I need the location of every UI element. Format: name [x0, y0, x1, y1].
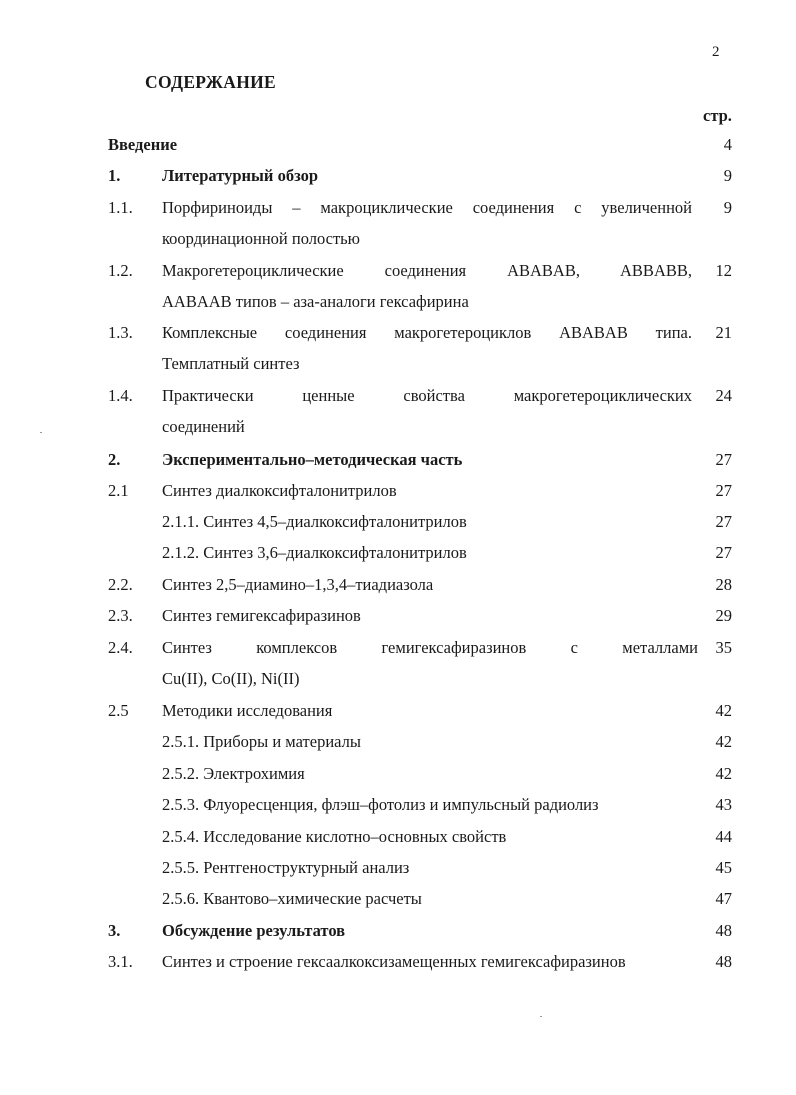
toc-entry-page: 42: [715, 701, 732, 720]
toc-entry-title: Синтез гемигексафиразинов: [162, 606, 361, 625]
toc-entry-2-5-3: [0, 795, 796, 819]
toc-entry-number: 2.1: [108, 481, 129, 500]
toc-entry-1-3: [0, 323, 796, 379]
toc-entry-2-5-1: [0, 732, 796, 756]
toc-entry-1-1: [0, 198, 796, 254]
toc-entry-page: 9: [723, 166, 732, 185]
toc-entry-page: 43: [715, 795, 732, 814]
toc-entry-page: 27: [715, 543, 732, 562]
toc-entry-title: Литературный обзор: [162, 166, 319, 185]
toc-entry-2-5-4: [0, 827, 796, 851]
toc-entry-title: Синтез диалкоксифталонитрилов: [162, 481, 397, 500]
toc-entry-number: 1.4.: [108, 386, 133, 405]
toc-entry-title: 2.5.4. Исследование кислотно–основных свойств: [162, 827, 507, 846]
toc-entry-page: 27: [715, 481, 732, 500]
toc-entry-number: 1.: [108, 166, 121, 185]
toc-entry-2-1: [0, 481, 796, 505]
toc-entry-title: Обсуждение результатов: [162, 921, 346, 940]
toc-entry-2-5-2: [0, 764, 796, 788]
toc-entry-title: Практически ценные свойства макрогетероциклических: [162, 386, 692, 405]
toc-entry-number: 2.4.: [108, 638, 133, 657]
toc-entry-title: Синтез и строение гексаалкоксизамещенных гемигексафиразинов: [162, 952, 626, 971]
scan-speck: [540, 1016, 542, 1017]
toc-entry-number: 2.5: [108, 701, 129, 720]
toc-entry-2-4: [0, 638, 796, 694]
toc-entry-2-5: [0, 701, 796, 725]
toc-entry-number: 1.1.: [108, 198, 133, 217]
scan-speck: [40, 432, 42, 433]
toc-entry-2-3: [0, 606, 796, 630]
toc-entry-title-continued: Темплатный синтез: [162, 354, 300, 373]
toc-entry-title: 2.5.6. Квантово–химические расчеты: [162, 889, 422, 908]
toc-entry-title: 2.5.3. Флуоресценция, флэш–фотолиз и импульсный радиолиз: [162, 795, 599, 814]
toc-entry-2-2: [0, 575, 796, 599]
toc-entry-1-2: [0, 261, 796, 317]
toc-entry-number: 3.: [108, 921, 121, 940]
toc-entry-title: Методики исследования: [162, 701, 333, 720]
toc-entry-title: 2.1.2. Синтез 3,6–диалкоксифталонитрилов: [162, 543, 467, 562]
toc-entry-title: Экспериментально–методическая часть: [162, 450, 463, 469]
toc-entry-2-1-1: [0, 512, 796, 536]
toc-entry-title-continued: AABAAB типов – аза-аналоги гексафирина: [162, 292, 469, 311]
toc-entry-page: 47: [715, 889, 732, 908]
toc-entry-title: 2.5.2. Электрохимия: [162, 764, 305, 783]
page-number: 2: [712, 44, 720, 60]
toc-entry-page: 42: [715, 764, 732, 783]
toc-entry-title-continued: соединений: [162, 417, 245, 436]
toc-entry-title: 2.5.5. Рентгеноструктурный анализ: [162, 858, 410, 877]
toc-entry-3-1: [0, 952, 796, 976]
toc-entry-page: 35: [715, 638, 732, 657]
toc-entry-page: 44: [715, 827, 732, 846]
toc-entry-2: [0, 450, 796, 474]
toc-entry-title: 2.5.1. Приборы и материалы: [162, 732, 361, 751]
pages-column-label: стр.: [703, 106, 732, 125]
toc-entry-page: 27: [715, 450, 732, 469]
toc-entry-1-4: [0, 386, 796, 442]
toc-entry-title: Синтез 2,5–диамино–1,3,4–тиадиазола: [162, 575, 434, 594]
toc-entry-title: Порфириноиды – макроциклические соединения с увеличенной: [162, 198, 692, 217]
toc-entry-number: 2.2.: [108, 575, 133, 594]
toc-entry-page: 48: [715, 921, 732, 940]
toc-entry-number: 3.1.: [108, 952, 133, 971]
toc-entry-page: 27: [715, 512, 732, 531]
toc-entry-number: 1.3.: [108, 323, 133, 342]
toc-entry-number: 2.: [108, 450, 121, 469]
toc-entry-page: 45: [715, 858, 732, 877]
page-title: СОДЕРЖАНИЕ: [145, 72, 277, 92]
toc-entry-page: 48: [715, 952, 732, 971]
toc-entry-page: 28: [715, 575, 732, 594]
toc-entry-page: 4: [723, 135, 732, 154]
toc-entry-title: Синтез комплексов гемигексафиразинов с металлами: [162, 638, 698, 657]
toc-entry-page: 24: [715, 386, 732, 405]
toc-entry-page: 12: [715, 261, 732, 280]
toc-entry-title: Введение: [108, 135, 178, 154]
toc-entry-title-continued: координационной полостью: [162, 229, 361, 248]
toc-entry-title: Комплексные соединения макрогетероциклов ABABAB типа.: [162, 323, 692, 342]
toc-entry-2-5-5: [0, 858, 796, 882]
toc-entry-page: 21: [715, 323, 732, 342]
toc-entry-title: Макрогетероциклические соединения ABABAB, ABBABB,: [162, 261, 692, 280]
toc-entry-title-continued: Cu(II), Co(II), Ni(II): [162, 669, 300, 688]
toc-entry-page: 29: [715, 606, 732, 625]
toc-entry-2-5-6: [0, 889, 796, 913]
toc-entry-page: 9: [723, 198, 732, 217]
toc-entry-page: 42: [715, 732, 732, 751]
toc-entry-number: 2.3.: [108, 606, 133, 625]
toc-entry-2-1-2: [0, 543, 796, 567]
toc-entry-3: [0, 921, 796, 945]
toc-entry-intro: [0, 135, 796, 159]
toc-entry-title: 2.1.1. Синтез 4,5–диалкоксифталонитрилов: [162, 512, 467, 531]
toc-entry-1: [0, 166, 796, 190]
toc-entry-number: 1.2.: [108, 261, 133, 280]
